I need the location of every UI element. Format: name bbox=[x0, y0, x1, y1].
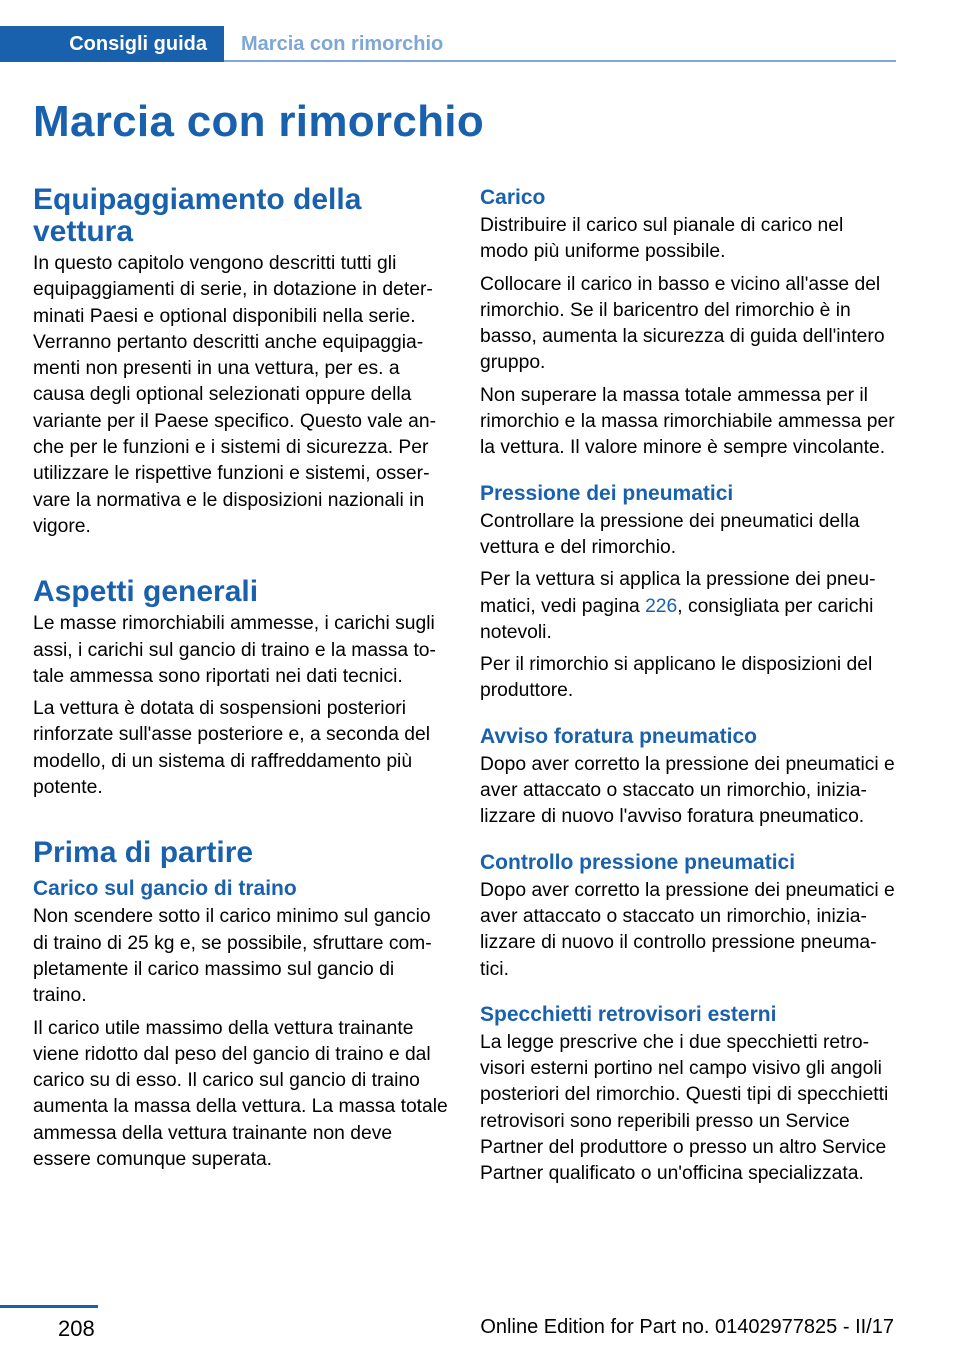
general-paragraph-2: La vettura è dotata di sospensioni posteriori rinforzate sull'asse posteriore e, a seconda del modello, di un sistema di raffreddamento più potente. bbox=[33, 698, 431, 799]
load-subheading: Carico bbox=[480, 186, 546, 209]
tire-pressure-text-after: , consigliata per carichi notevoli. bbox=[480, 595, 874, 643]
tire-pressure-paragraph-3: Per il rimorchio si applicano le disposizioni del produttore. bbox=[480, 654, 873, 702]
header-divider bbox=[224, 60, 896, 62]
before-departure-heading: Prima di partire bbox=[33, 836, 254, 870]
equipment-heading: Equipaggiamento della vettura bbox=[33, 183, 362, 248]
left-column bbox=[33, 184, 449, 1179]
towbar-load-subheading: Carico sul gancio di traino bbox=[33, 877, 297, 901]
page-reference-link[interactable]: 226 bbox=[645, 595, 678, 617]
tire-pressure-monitor-subheading: Controllo pressione pneumatici bbox=[480, 850, 796, 874]
flat-tire-warning-paragraph: Dopo aver corretto la pressione dei pneumatici e aver attaccato o staccato un rimorchio, inizializzare di nuovo l'avviso foratura pneumatico. bbox=[480, 753, 895, 828]
load-paragraph-1: Distribuire il carico sul pianale di carico nel modo più uniforme possibile. bbox=[480, 215, 844, 263]
exterior-mirrors-paragraph: La legge prescrive che i due specchietti retrovisori esterni portino nel campo visivo gli angoli posteriori del rimorchio. Questi tipi di specchietti retrovisori sono reperibili presso un Service Partner del produttore o presso un altro Service Partner qualificato o un'officina specializzata. bbox=[480, 1031, 889, 1185]
load-paragraph-2: Collocare il carico in basso e vicino all'asse del rimorchio. Se il baricentro del rimorchio è in basso, aumenta la sicurezza di guida dell'intero gruppo. bbox=[480, 273, 885, 374]
tire-pressure-paragraph-2 bbox=[480, 567, 896, 646]
header-chapter-label: Marcia con rimorchio bbox=[241, 32, 444, 55]
exterior-mirrors-subheading: Specchietti retrovisori esterni bbox=[480, 1002, 777, 1026]
page-title: Marcia con rimorchio bbox=[33, 97, 485, 146]
flat-tire-warning-subheading: Avviso foratura pneumatico bbox=[480, 724, 757, 748]
footer-accent-line bbox=[0, 1305, 98, 1308]
header-section-label: Consigli guida bbox=[69, 32, 207, 55]
towbar-load-paragraph-2: Il carico utile massimo della vettura trainante viene ridotto dal peso del gancio di traino e dal carico su di esso. Il carico sul gancio di traino aumenta la massa della vettura. La massa totale ammessa della vettura trainante non deve essere comunque superata. bbox=[33, 1017, 448, 1171]
edition-note: Online Edition for Part no. 01402977825 - II/17 bbox=[480, 1316, 894, 1338]
right-column bbox=[480, 184, 896, 1194]
header-section-tab[interactable] bbox=[0, 26, 224, 62]
tire-pressure-paragraph-1: Controllare la pressione dei pneumatici della vettura e del rimorchio. bbox=[480, 510, 860, 558]
load-paragraph-3: Non superare la massa totale ammessa per il rimorchio e la massa rimorchiabile ammessa per la vettura. Il valore minore è sempre vincolante. bbox=[480, 384, 895, 459]
header-chapter-breadcrumb[interactable] bbox=[241, 26, 443, 62]
page-number: 208 bbox=[58, 1316, 95, 1341]
equipment-paragraph: In questo capitolo vengono descritti tutti gli equipaggiamenti di serie, in dotazione in determinati Paesi e optional disponibili nella serie. Verranno pertanto descritti anche equipaggiamenti non presenti in una vettura, per es. a causa degli optional selezionati oppure della variante per il Paese specifico. Questo vale anche per le funzioni e i sistemi di sicurezza. Per utilizzare le rispettive funzioni e sistemi, osservare la normativa e le disposizioni nazionali in vigore. bbox=[33, 253, 436, 537]
towbar-load-paragraph-1: Non scendere sotto il carico minimo sul gancio di traino di 25 kg e, se possibile, sfruttare completamente il carico massimo sul gancio di traino. bbox=[33, 906, 432, 1007]
tire-pressure-subheading: Pressione dei pneumatici bbox=[480, 481, 734, 505]
tire-pressure-monitor-paragraph: Dopo aver corretto la pressione dei pneumatici e aver attaccato o staccato un rimorchio, inizializzare di nuovo il controllo pressione pneumatici. bbox=[480, 879, 895, 980]
general-heading: Aspetti generali bbox=[33, 575, 259, 609]
general-paragraph-1: Le masse rimorchiabili ammesse, i carichi sugli assi, i carichi sul gancio di traino e la massa totale ammessa sono riportati nei dati tecnici. bbox=[33, 613, 436, 687]
tire-pressure-text-before: Per la vettura si applica la pressione dei pneumatici, vedi pagina bbox=[480, 569, 876, 617]
